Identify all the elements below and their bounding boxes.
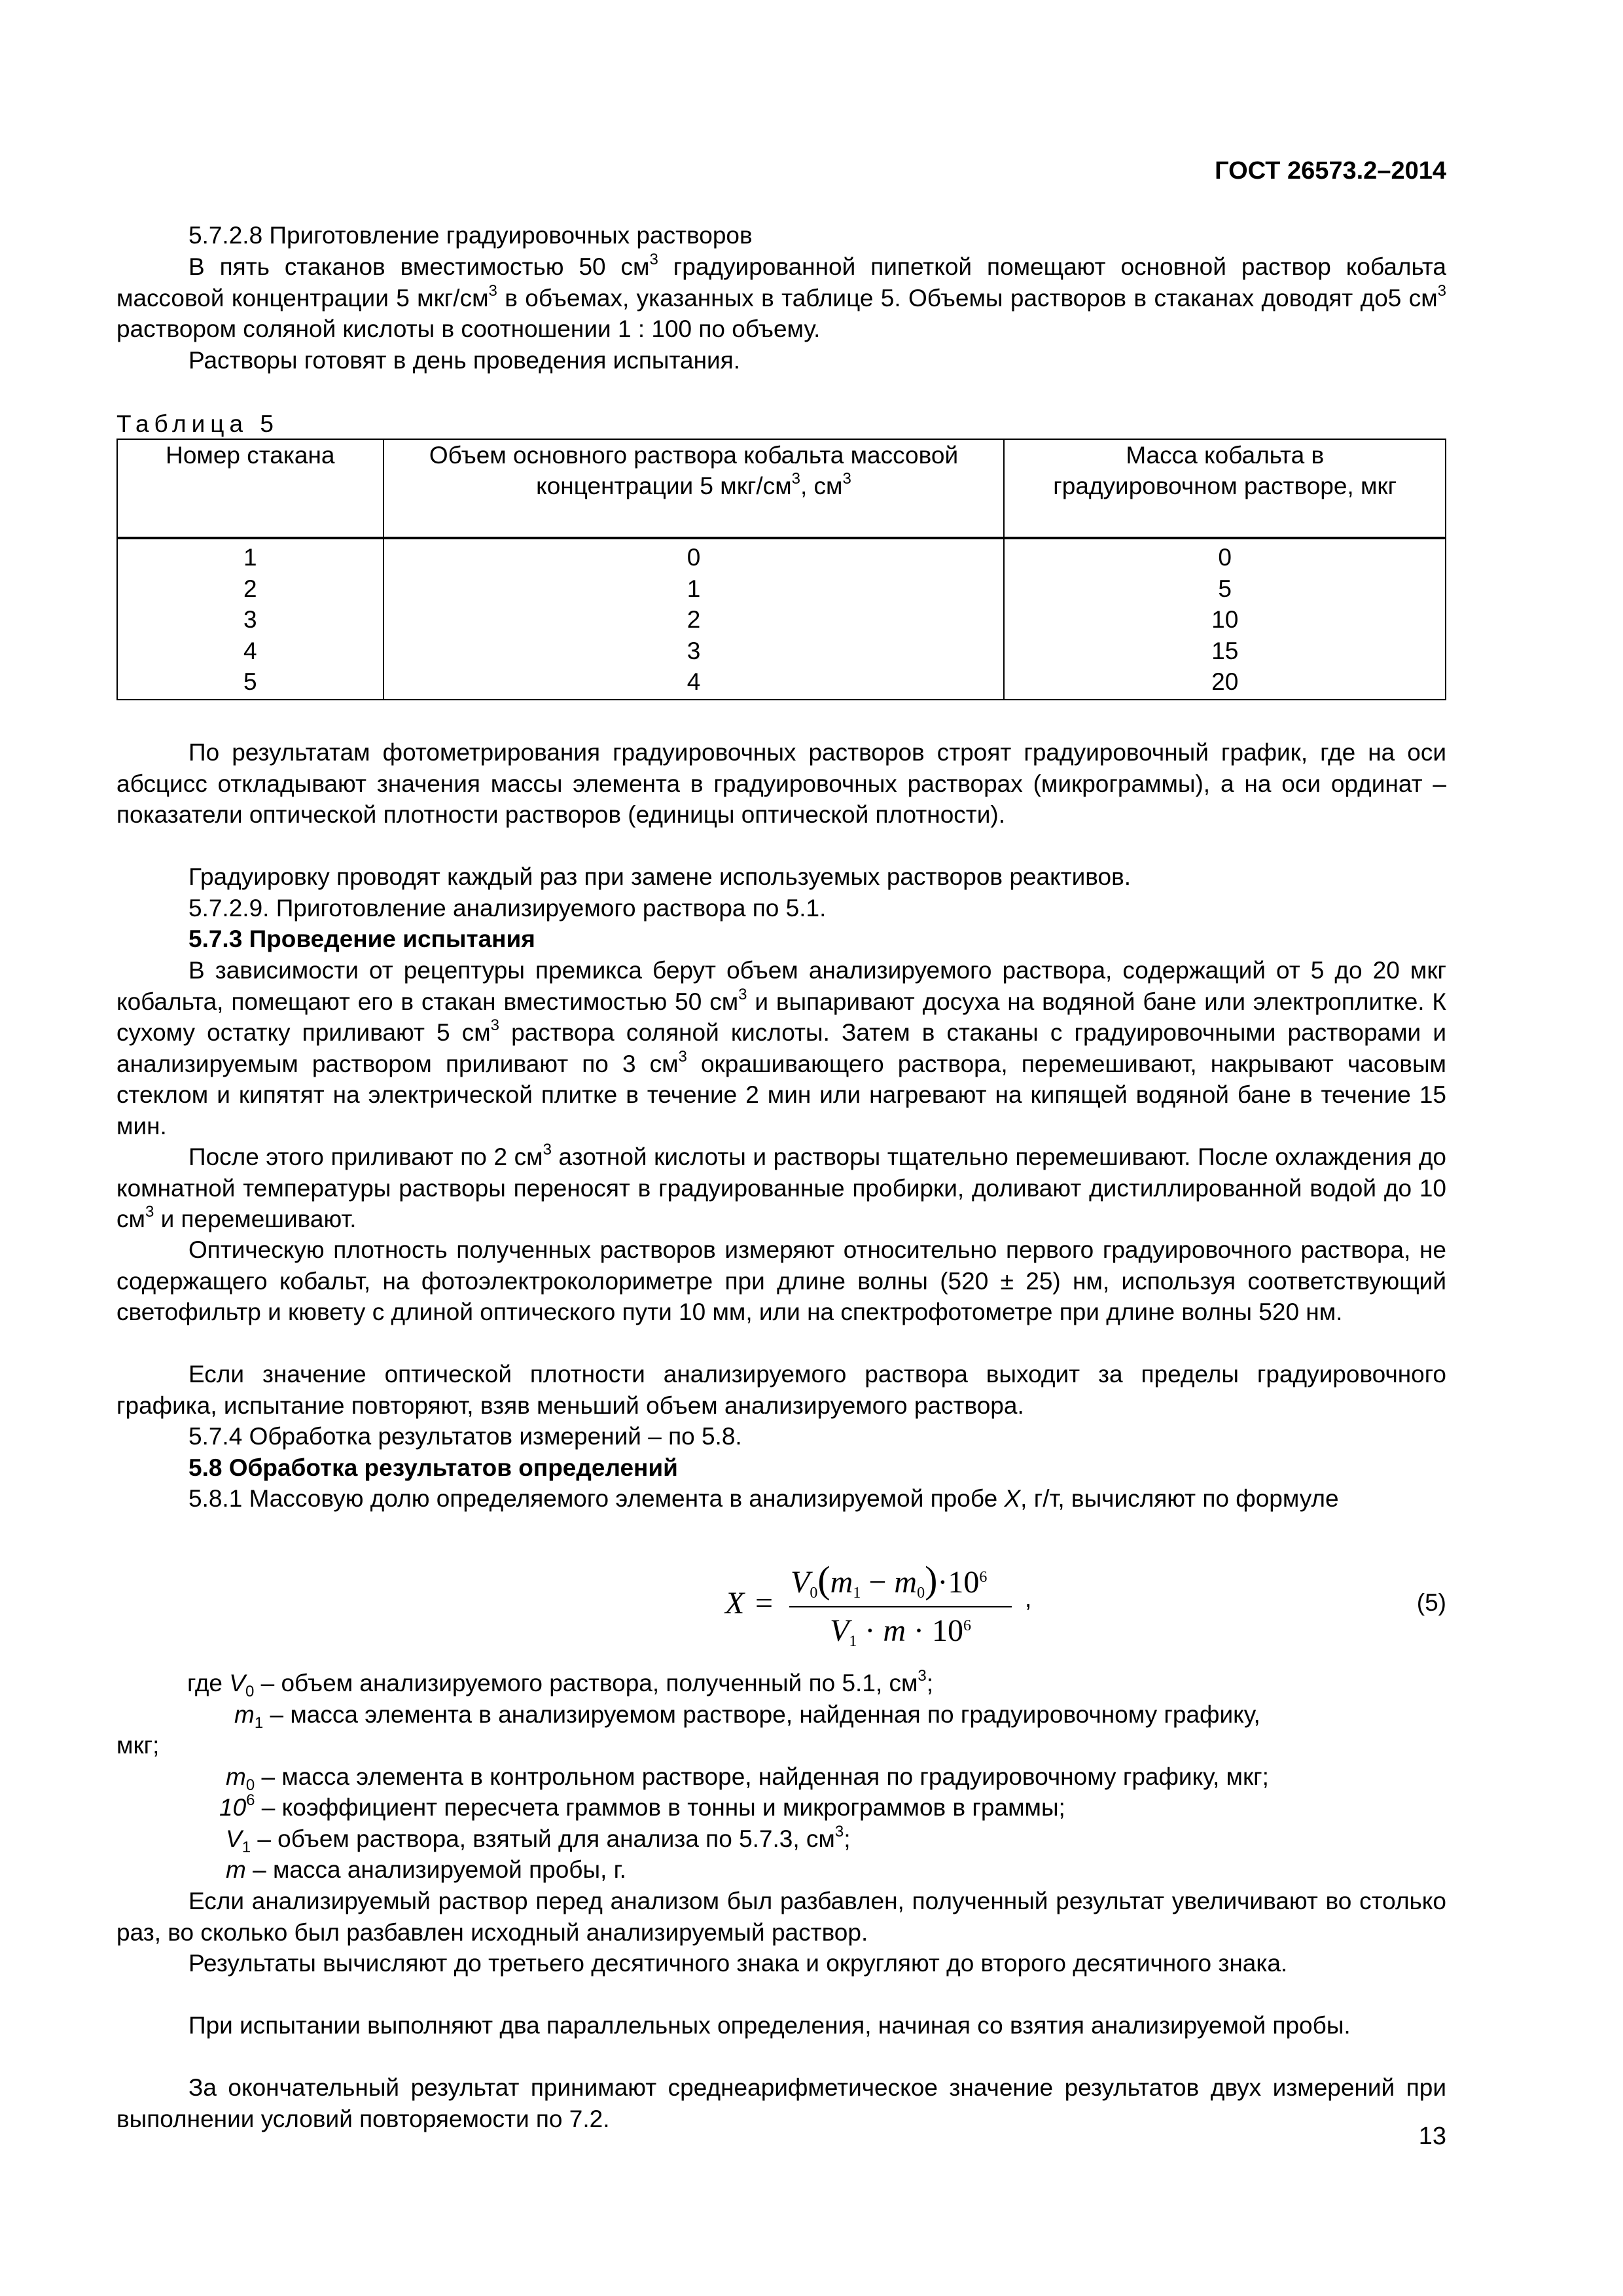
paragraph: Растворы готовят в день проведения испытания. [188, 347, 740, 374]
paragraph: В пять стаканов вместимостью 50 $см^3$ градуированной пипеткой помещают основной раствор кобальта массовой концентрации 5 мкг/$см^3$ в объемах, указанных в таблице 5. Объемы растворов в стаканах доводят до5 $см^3$ раствором соляной кислоты в соотношении 1 : 100 по объему. [116, 251, 1446, 342]
paragraph: При испытании выполняют два параллельных определения, начиная со взятия анализируемой пробы. [188, 2012, 1351, 2039]
table-5 [116, 439, 1446, 700]
table-cell: 4 [117, 636, 383, 667]
definition-m0: $m_0$ – масса элемента в контрольном растворе, найденная по градуировочному графику, мкг; [226, 1763, 1269, 1794]
definition-10-6: $10^6$ – коэффициент пересчета граммов в тонны и микрограммов в граммы; [219, 1791, 1065, 1821]
formula-equals: = [755, 1586, 774, 1621]
paragraph: Градуировку проводят каждый раз при замене используемых растворов реактивов. [188, 863, 1132, 890]
formula-number: (5) [1416, 1589, 1446, 1616]
paragraph: После этого приливают по 2 $см^3$ азотной кислоты и растворы тщательно перемешивают. После охлаждения до комнатной температуры растворы переносят в градуированные пробирки, доливают дистиллированной водой до 10 $см^3$ и перемешивают. [116, 1141, 1447, 1232]
page-number: 13 [1418, 2123, 1446, 2150]
table-row [117, 538, 1446, 573]
table-header-row [117, 439, 1446, 538]
paragraph: Если значение оптической плотности анализируемого раствора выходит за пределы градуировочного графика, испытание повторяют, взяв меньший объем анализируемого раствора. [116, 1361, 1446, 1419]
section-title-5-7-2-8: 5.7.2.8 Приготовление градуировочных растворов [188, 222, 753, 249]
table-row [117, 636, 1446, 667]
formula-comma: , [1025, 1585, 1032, 1612]
formula-denominator: $V_1 \cdot m \cdot 10^6$ [830, 1613, 971, 1650]
table-cell: 10 [1004, 604, 1446, 636]
table-cell: 0 [1004, 538, 1446, 573]
paragraph: 5.7.4 Обработка результатов измерений – по 5.8. [188, 1423, 742, 1450]
table-cell: 2 [383, 604, 1005, 636]
definition-m1: $m_1$ – масса элемента в анализируемом растворе, найденная по градуировочному графику, [234, 1701, 1260, 1732]
paragraph: За окончательный результат принимают среднеарифметическое значение результатов двух измерений при выполнении условий повторяемости по 7.2. [116, 2074, 1446, 2132]
formula-numerator: $V_0(m_1 - m_0)\cdot 10^6$ [791, 1558, 988, 1602]
table-cell: 3 [117, 604, 383, 636]
definition-m1-unit: мкг; [116, 1732, 160, 1759]
table-row [117, 666, 1446, 700]
fraction-bar [789, 1606, 1012, 1607]
section-heading-5-7-3: 5.7.3 Проведение испытания [188, 925, 535, 952]
formula-lhs: X [725, 1586, 745, 1621]
paragraph: По результатам фотометрирования градуировочных растворов строят градуировочный график, где на оси абсцисс откладывают значения массы элемента в градуировочных растворах (микрограммы), а на оси ординат – показатели оптической плотности растворов (единицы оптической плотности). [116, 739, 1446, 828]
definition-m: m – масса анализируемой пробы, г. [226, 1856, 626, 1883]
table-cell: 5 [117, 666, 383, 700]
table-row [117, 573, 1446, 605]
table-cell: 15 [1004, 636, 1446, 667]
table-caption: Таблица 5 [116, 410, 279, 437]
document-header: ГОСТ 26573.2–2014 [1215, 157, 1446, 185]
paragraph: Результаты вычисляют до третьего десятичного знака и округляют до второго десятичного знака. [188, 1950, 1288, 1977]
table-cell: 2 [117, 573, 383, 605]
paragraph: Если анализируемый раствор перед анализом был разбавлен, полученный результат увеличивают во столько раз, во сколько был разбавлен исходный анализируемый раствор. [116, 1888, 1446, 1946]
table-cell: 3 [383, 636, 1005, 667]
section-heading-5-8: 5.8 Обработка результатов определений [188, 1454, 678, 1481]
paragraph: 5.7.2.9. Приготовление анализируемого раствора по 5.1. [188, 895, 827, 922]
table-cell: 1 [383, 573, 1005, 605]
paragraph: 5.8.1 Массовую долю определяемого элемента в анализируемой пробе X, г/т, вычисляют по формуле [188, 1485, 1339, 1512]
table-cell: 5 [1004, 573, 1446, 605]
table-header-cell: Номер стакана [117, 439, 383, 538]
table-header-cell: Масса кобальта в градуировочном растворе, мкг [1004, 439, 1446, 538]
definition-v1: $V_1$ – объем раствора, взятый для анализа по 5.7.3, $см^3$; [226, 1823, 851, 1856]
table-cell: 20 [1004, 666, 1446, 700]
formula-5 [725, 1558, 1065, 1656]
table-cell: 1 [117, 538, 383, 573]
table-cell: 4 [383, 666, 1005, 700]
table-row [117, 604, 1446, 636]
paragraph: Оптическую плотность полученных растворов измеряют относительно первого градуировочного раствора, не содержащего кобальт, на фотоэлектроколориметре при длине волны (520 ± 25) нм, используя соответствующий светофильтр и кювету с длиной оптического пути 10 мм, или на спектрофотометре при длине волны 520 нм. [116, 1236, 1446, 1325]
paragraph: В зависимости от рецептуры премикса берут объем анализируемого раствора, содержащий от 5 до 20 мкг кобальта, помещают его в стакан вместимостью 50 $см^3$ и выпаривают досуха на водяной бане или электроплитке. К сухому остатку приливают 5 $см^3$ раствора соляной кислоты. Затем в стаканы с градуировочными растворами и анализируемым раствором приливают по 3 $см^3$ окрашивающего раствора, перемешивают, накрывают часовым стеклом и кипятят на электрической плитке в течение 2 мин или нагревают на кипящей водяной бане в течение 15 мин. [116, 957, 1446, 1139]
definition-v0: где $V_0$ – объем анализируемого раствора, полученный по 5.1, $см^3$; [187, 1667, 934, 1700]
table-header-cell: Объем основного раствора кобальта массовой концентрации 5 мкг/$см^3$, $см^3$ [383, 439, 1005, 538]
table-cell: 0 [383, 538, 1005, 573]
